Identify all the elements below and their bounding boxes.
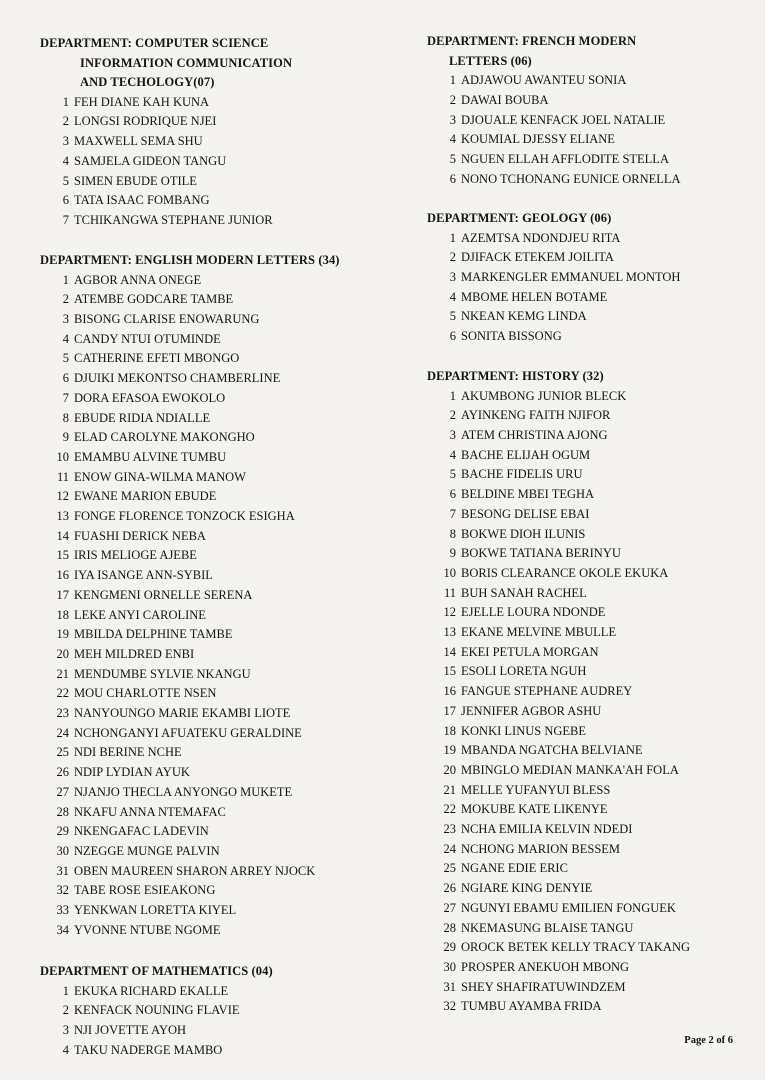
department-heading-line: DEPARTMENT: HISTORY (32) — [427, 369, 604, 383]
list-item — [427, 879, 747, 899]
student-name: LONGSI RODRIQUE NJEI — [74, 114, 217, 129]
student-name: NONO TCHONANG EUNICE ORNELLA — [461, 171, 681, 186]
list-item — [40, 743, 400, 763]
list-item — [40, 152, 400, 172]
student-name: IYA ISANGE ANN-SYBIL — [74, 568, 213, 583]
student-name: AKUMBONG JUNIOR BLECK — [461, 388, 627, 403]
list-item — [40, 822, 400, 842]
department-heading — [40, 34, 400, 93]
list-item — [427, 958, 747, 978]
item-number: 1 — [62, 94, 69, 109]
department-section — [40, 962, 400, 1060]
student-name: NGUEN ELLAH AFFLODITE STELLA — [461, 152, 669, 166]
student-name: NZEGGE MUNGE PALVIN — [74, 843, 220, 858]
student-name: ATEM CHRISTINA AJONG — [461, 428, 608, 442]
student-name: EMAMBU ALVINE TUMBU — [74, 449, 227, 464]
item-number: 28 — [443, 920, 456, 935]
student-name: YVONNE NTUBE NGOME — [74, 922, 221, 937]
student-name: AZEMTSA NDONDJEU RITA — [461, 230, 621, 245]
item-number: 21 — [56, 666, 69, 681]
item-number: 18 — [56, 607, 69, 622]
item-number: 16 — [443, 684, 456, 699]
student-name: MBINGLO MEDIAN MANKA'AH FOLA — [461, 762, 679, 777]
list-item — [427, 130, 747, 150]
list-item — [427, 485, 747, 505]
student-name: FEH DIANE KAH KUNA — [74, 94, 210, 109]
item-number: 4 — [449, 289, 456, 304]
list-item — [427, 584, 747, 604]
student-name: AYINKENG FAITH NJIFOR — [461, 408, 611, 423]
student-name: ADJAWOU AWANTEU SONIA — [461, 73, 627, 88]
item-number: 5 — [449, 467, 456, 482]
list-item — [427, 544, 747, 564]
student-name: MOU CHARLOTTE NSEN — [74, 686, 217, 701]
item-number: 32 — [443, 999, 456, 1014]
item-number: 4 — [62, 331, 69, 346]
list-item — [40, 310, 400, 330]
item-number: 22 — [443, 802, 456, 817]
item-number: 4 — [449, 132, 456, 147]
item-number: 13 — [56, 509, 69, 524]
department-section — [40, 251, 400, 941]
student-name: TATA ISAAC FOMBANG — [74, 193, 210, 208]
item-number: 28 — [56, 804, 69, 819]
name-list — [40, 982, 400, 1061]
list-item — [427, 525, 747, 545]
item-number: 3 — [449, 112, 456, 127]
item-number: 2 — [62, 292, 69, 307]
list-item — [40, 409, 400, 429]
item-number: 5 — [62, 173, 69, 188]
item-number: 23 — [443, 822, 456, 837]
student-name: MEH MILDRED ENBI — [74, 646, 195, 661]
list-item — [40, 842, 400, 862]
student-name: ATEMBE GODCARE TAMBE — [74, 292, 234, 307]
list-item — [427, 446, 747, 466]
student-name: EKUKA RICHARD EKALLE — [74, 983, 229, 998]
item-number: 34 — [56, 922, 69, 937]
student-name: NKENGAFAC LADEVIN — [74, 824, 209, 839]
student-name: KOUMIAL DJESSY ELIANE — [461, 132, 615, 147]
student-name: NJI JOVETTE AYOH — [74, 1023, 187, 1037]
list-item — [427, 840, 747, 860]
student-name: BACHE FIDELIS URU — [461, 467, 583, 482]
student-name: IRIS MELIOGE AJEBE — [74, 548, 197, 563]
item-number: 14 — [443, 644, 456, 659]
student-name: TABE ROSE ESIEAKONG — [74, 883, 216, 898]
name-list — [427, 387, 747, 1018]
item-number: 29 — [56, 824, 69, 839]
item-number: 15 — [443, 664, 456, 679]
item-number: 1 — [449, 73, 456, 88]
student-name: DJOUALE KENFACK JOEL NATALIE — [461, 112, 666, 127]
student-name: BOKWE DIOH ILUNIS — [461, 526, 586, 541]
department-heading-line: INFORMATION COMMUNICATION — [80, 55, 293, 70]
list-item — [40, 112, 400, 132]
student-name: MENDUMBE SYLVIE NKANGU — [74, 666, 251, 681]
department-heading-line: DEPARTMENT: ENGLISH MODERN LETTERS (34) — [40, 253, 340, 267]
item-number: 7 — [62, 390, 69, 405]
student-name: SAMJELA GIDEON TANGU — [74, 153, 227, 168]
student-name: SIMEN EBUDE OTILE — [74, 173, 197, 188]
student-name: DORA EFASOA EWOKOLO — [74, 390, 226, 405]
name-list — [40, 93, 400, 231]
student-name: EKANE MELVINE MBULLE — [461, 625, 617, 640]
list-item — [40, 1021, 400, 1041]
item-number: 27 — [56, 784, 69, 799]
department-heading-line: AND TECHOLOGY(07) — [80, 75, 215, 90]
item-number: 4 — [62, 1042, 69, 1057]
student-name: BESONG DELISE EBAI — [461, 506, 590, 521]
list-item — [427, 505, 747, 525]
item-number: 3 — [449, 428, 456, 442]
item-number: 19 — [56, 627, 69, 642]
item-number: 2 — [449, 92, 456, 107]
department-section — [40, 34, 400, 231]
list-item — [40, 132, 400, 152]
item-number: 2 — [449, 408, 456, 423]
student-name: PROSPER ANEKUOH MBONG — [461, 959, 630, 974]
list-item — [427, 307, 747, 327]
list-item — [40, 468, 400, 488]
list-item — [40, 546, 400, 566]
department-heading — [40, 962, 400, 982]
item-number: 26 — [56, 765, 69, 780]
list-item — [427, 899, 747, 919]
student-name: BOKWE TATIANA BERINYU — [461, 546, 621, 561]
list-item — [427, 327, 747, 347]
student-name: TAKU NADERGE MAMBO — [74, 1042, 223, 1057]
item-number: 1 — [449, 388, 456, 403]
student-name: ELAD CAROLYNE MAKONGHO — [74, 430, 255, 445]
item-number: 7 — [62, 213, 69, 227]
list-item — [40, 211, 400, 231]
student-name: MELLE YUFANYUI BLESS — [461, 782, 611, 797]
student-name: NCHA EMILIA KELVIN NDEDI — [461, 822, 633, 837]
department-heading-line: DEPARTMENT: COMPUTER SCIENCE — [40, 36, 269, 50]
list-item — [427, 997, 747, 1017]
item-number: 16 — [56, 568, 69, 583]
list-item — [40, 330, 400, 350]
list-item — [40, 191, 400, 211]
list-item — [427, 682, 747, 702]
item-number: 17 — [56, 587, 69, 602]
list-item — [40, 271, 400, 291]
student-name: EKEI PETULA MORGAN — [461, 644, 599, 659]
list-item — [427, 91, 747, 111]
item-number: 10 — [443, 565, 456, 580]
item-number: 31 — [443, 979, 456, 994]
list-item — [40, 704, 400, 724]
list-item — [40, 921, 400, 941]
item-number: 12 — [443, 605, 456, 620]
student-name: NDIP LYDIAN AYUK — [74, 765, 190, 780]
list-item — [40, 606, 400, 626]
list-item — [40, 369, 400, 389]
item-number: 8 — [449, 526, 456, 541]
list-item — [40, 290, 400, 310]
list-item — [40, 684, 400, 704]
item-number: 2 — [62, 114, 69, 129]
student-name: NJANJO THECLA ANYONGO MUKETE — [74, 784, 293, 799]
list-item — [427, 938, 747, 958]
list-item — [427, 702, 747, 722]
list-item — [427, 248, 747, 268]
list-item — [427, 781, 747, 801]
item-number: 5 — [449, 152, 456, 166]
student-name: FANGUE STEPHANE AUDREY — [461, 684, 633, 699]
department-section — [427, 367, 747, 1017]
item-number: 32 — [56, 883, 69, 898]
student-name: DJUIKI MEKONTSO CHAMBERLINE — [74, 371, 281, 386]
student-name: MBOME HELEN BOTAME — [461, 289, 608, 304]
student-name: JENNIFER AGBOR ASHU — [461, 703, 602, 718]
list-item — [40, 487, 400, 507]
item-number: 5 — [449, 309, 456, 324]
list-item — [40, 349, 400, 369]
item-number: 13 — [443, 625, 456, 640]
item-number: 25 — [56, 745, 69, 760]
department-heading-line: LETTERS (06) — [449, 53, 532, 68]
name-list — [40, 271, 400, 941]
student-name: MOKUBE KATE LIKENYE — [461, 802, 608, 817]
list-item — [40, 645, 400, 665]
item-number: 14 — [56, 528, 69, 543]
list-item — [427, 564, 747, 584]
item-number: 30 — [56, 843, 69, 858]
student-name: BORIS CLEARANCE OKOLE EKUKA — [461, 565, 669, 580]
student-name: FONGE FLORENCE TONZOCK ESIGHA — [74, 509, 295, 524]
item-number: 30 — [443, 959, 456, 974]
list-item — [427, 426, 747, 446]
list-item — [427, 603, 747, 623]
list-item — [40, 1001, 400, 1021]
student-name: OROCK BETEK KELLY TRACY TAKANG — [461, 940, 690, 955]
list-item — [40, 1041, 400, 1061]
student-name: NKAFU ANNA NTEMAFAC — [74, 804, 226, 819]
item-number: 1 — [62, 983, 69, 998]
item-number: 4 — [62, 153, 69, 168]
item-number: 1 — [62, 272, 69, 287]
name-list — [427, 71, 747, 189]
list-item — [40, 93, 400, 113]
department-section — [427, 209, 747, 347]
list-item — [40, 625, 400, 645]
list-item — [40, 881, 400, 901]
item-number: 22 — [56, 686, 69, 701]
list-item — [427, 623, 747, 643]
list-item — [40, 982, 400, 1002]
list-item — [40, 507, 400, 527]
student-name: MBANDA NGATCHA BELVIANE — [461, 743, 643, 758]
item-number: 6 — [62, 371, 69, 386]
list-item — [40, 527, 400, 547]
student-name: EJELLE LOURA NDONDE — [461, 605, 606, 620]
item-number: 5 — [62, 351, 69, 366]
item-number: 3 — [62, 312, 69, 326]
student-name: MARKENGLER EMMANUEL MONTOH — [461, 270, 681, 284]
list-item — [427, 150, 747, 170]
item-number: 19 — [443, 743, 456, 758]
list-item — [427, 761, 747, 781]
student-name: NGIARE KING DENYIE — [461, 881, 593, 896]
item-number: 2 — [62, 1003, 69, 1018]
item-number: 3 — [62, 134, 69, 149]
item-number: 26 — [443, 881, 456, 896]
student-name: NGANE EDIE ERIC — [461, 861, 568, 876]
student-name: KONKI LINUS NGEBE — [461, 723, 586, 738]
student-name: BACHE ELIJAH OGUM — [461, 447, 591, 462]
list-item — [40, 862, 400, 882]
department-heading — [427, 32, 747, 71]
item-number: 1 — [449, 230, 456, 245]
list-item — [40, 428, 400, 448]
list-item — [40, 566, 400, 586]
list-item — [427, 919, 747, 939]
student-name: AGBOR ANNA ONEGE — [74, 272, 202, 287]
student-name: BELDINE MBEI TEGHA — [461, 487, 595, 502]
student-name: NGUNYI EBAMU EMILIEN FONGUEK — [461, 900, 676, 915]
student-name: NKEMASUNG BLAISE TANGU — [461, 920, 634, 935]
student-name: TCHIKANGWA STEPHANE JUNIOR — [74, 213, 273, 227]
item-number: 21 — [443, 782, 456, 797]
student-name: BUH SANAH RACHEL — [461, 585, 587, 600]
list-item — [427, 465, 747, 485]
student-name: FUASHI DERICK NEBA — [74, 528, 206, 543]
item-number: 4 — [449, 447, 456, 462]
student-name: LEKE ANYI CAROLINE — [74, 607, 206, 622]
list-item — [427, 387, 747, 407]
item-number: 3 — [449, 270, 456, 284]
item-number: 17 — [443, 703, 456, 718]
student-name: MBILDA DELPHINE TAMBE — [74, 627, 233, 642]
student-name: YENKWAN LORETTA KIYEL — [74, 903, 237, 918]
list-item — [427, 859, 747, 879]
item-number: 9 — [62, 430, 69, 445]
student-name: SHEY SHAFIRATUWINDZEM — [461, 979, 626, 994]
student-name: NCHONGANYI AFUATEKU GERALDINE — [74, 725, 302, 740]
list-item — [40, 803, 400, 823]
item-number: 6 — [449, 171, 456, 186]
student-name: NANYOUNGO MARIE EKAMBI LIOTE — [74, 706, 291, 721]
list-item — [40, 724, 400, 744]
item-number: 7 — [449, 506, 456, 521]
student-name: TUMBU AYAMBA FRIDA — [461, 999, 602, 1014]
list-item — [40, 783, 400, 803]
item-number: 29 — [443, 940, 456, 955]
item-number: 33 — [56, 903, 69, 918]
student-name: KENFACK NOUNING FLAVIE — [74, 1003, 240, 1018]
item-number: 25 — [443, 861, 456, 876]
student-name: NDI BERINE NCHE — [74, 745, 182, 760]
item-number: 11 — [56, 469, 69, 484]
list-item — [427, 406, 747, 426]
list-item — [40, 665, 400, 685]
student-name: OBEN MAUREEN SHARON ARREY NJOCK — [74, 863, 316, 878]
item-number: 23 — [56, 706, 69, 721]
student-name: ESOLI LORETA NGUH — [461, 664, 587, 679]
department-heading-line: DEPARTMENT: GEOLOGY (06) — [427, 211, 612, 225]
item-number: 6 — [62, 193, 69, 208]
list-item — [427, 662, 747, 682]
department-section — [427, 32, 747, 189]
list-item — [40, 901, 400, 921]
item-number: 2 — [449, 250, 456, 265]
student-name: DJIFACK ETEKEM JOILITA — [461, 250, 614, 265]
list-item — [40, 763, 400, 783]
student-name: NCHONG MARION BESSEM — [461, 841, 621, 856]
list-item — [427, 111, 747, 131]
list-item — [40, 448, 400, 468]
list-item — [427, 800, 747, 820]
student-name: KENGMENI ORNELLE SERENA — [74, 587, 253, 602]
department-heading-line: DEPARTMENT OF MATHEMATICS (04) — [40, 964, 273, 978]
item-number: 11 — [443, 585, 456, 600]
item-number: 24 — [56, 725, 69, 740]
student-name: MAXWELL SEMA SHU — [74, 134, 203, 149]
student-name: ENOW GINA-WILMA MANOW — [74, 469, 246, 484]
name-list — [427, 229, 747, 347]
department-heading — [427, 209, 747, 229]
list-item — [40, 586, 400, 606]
list-item — [40, 172, 400, 192]
department-heading — [40, 251, 400, 271]
list-item — [427, 741, 747, 761]
student-name: NKEAN KEMG LINDA — [461, 309, 587, 324]
item-number: 6 — [449, 487, 456, 502]
item-number: 20 — [443, 762, 456, 777]
student-name: EWANE MARION EBUDE — [74, 489, 217, 504]
item-number: 15 — [56, 548, 69, 563]
student-name: SONITA BISSONG — [461, 329, 562, 344]
item-number: 3 — [62, 1023, 69, 1037]
student-name: CANDY NTUI OTUMINDE — [74, 331, 221, 346]
list-item — [427, 643, 747, 663]
list-item — [427, 288, 747, 308]
student-name: DAWAI BOUBA — [461, 92, 549, 107]
list-item — [40, 389, 400, 409]
student-name: EBUDE RIDIA NDIALLE — [74, 410, 211, 425]
list-item — [427, 978, 747, 998]
list-item — [427, 229, 747, 249]
item-number: 20 — [56, 646, 69, 661]
list-item — [427, 170, 747, 190]
student-name: BISONG CLARISE ENOWARUNG — [74, 312, 260, 326]
page-number: Page 2 of 6 — [684, 1035, 733, 1046]
item-number: 8 — [62, 410, 69, 425]
list-item — [427, 820, 747, 840]
list-item — [427, 722, 747, 742]
department-heading-line: DEPARTMENT: FRENCH MODERN — [427, 34, 637, 48]
item-number: 9 — [449, 546, 456, 561]
item-number: 18 — [443, 723, 456, 738]
list-item — [427, 71, 747, 91]
list-item — [427, 268, 747, 288]
item-number: 27 — [443, 900, 456, 915]
item-number: 12 — [56, 489, 69, 504]
item-number: 31 — [56, 863, 69, 878]
item-number: 24 — [443, 841, 456, 856]
item-number: 6 — [449, 329, 456, 344]
item-number: 10 — [56, 449, 69, 464]
student-name: CATHERINE EFETI MBONGO — [74, 351, 240, 366]
department-heading — [427, 367, 747, 387]
